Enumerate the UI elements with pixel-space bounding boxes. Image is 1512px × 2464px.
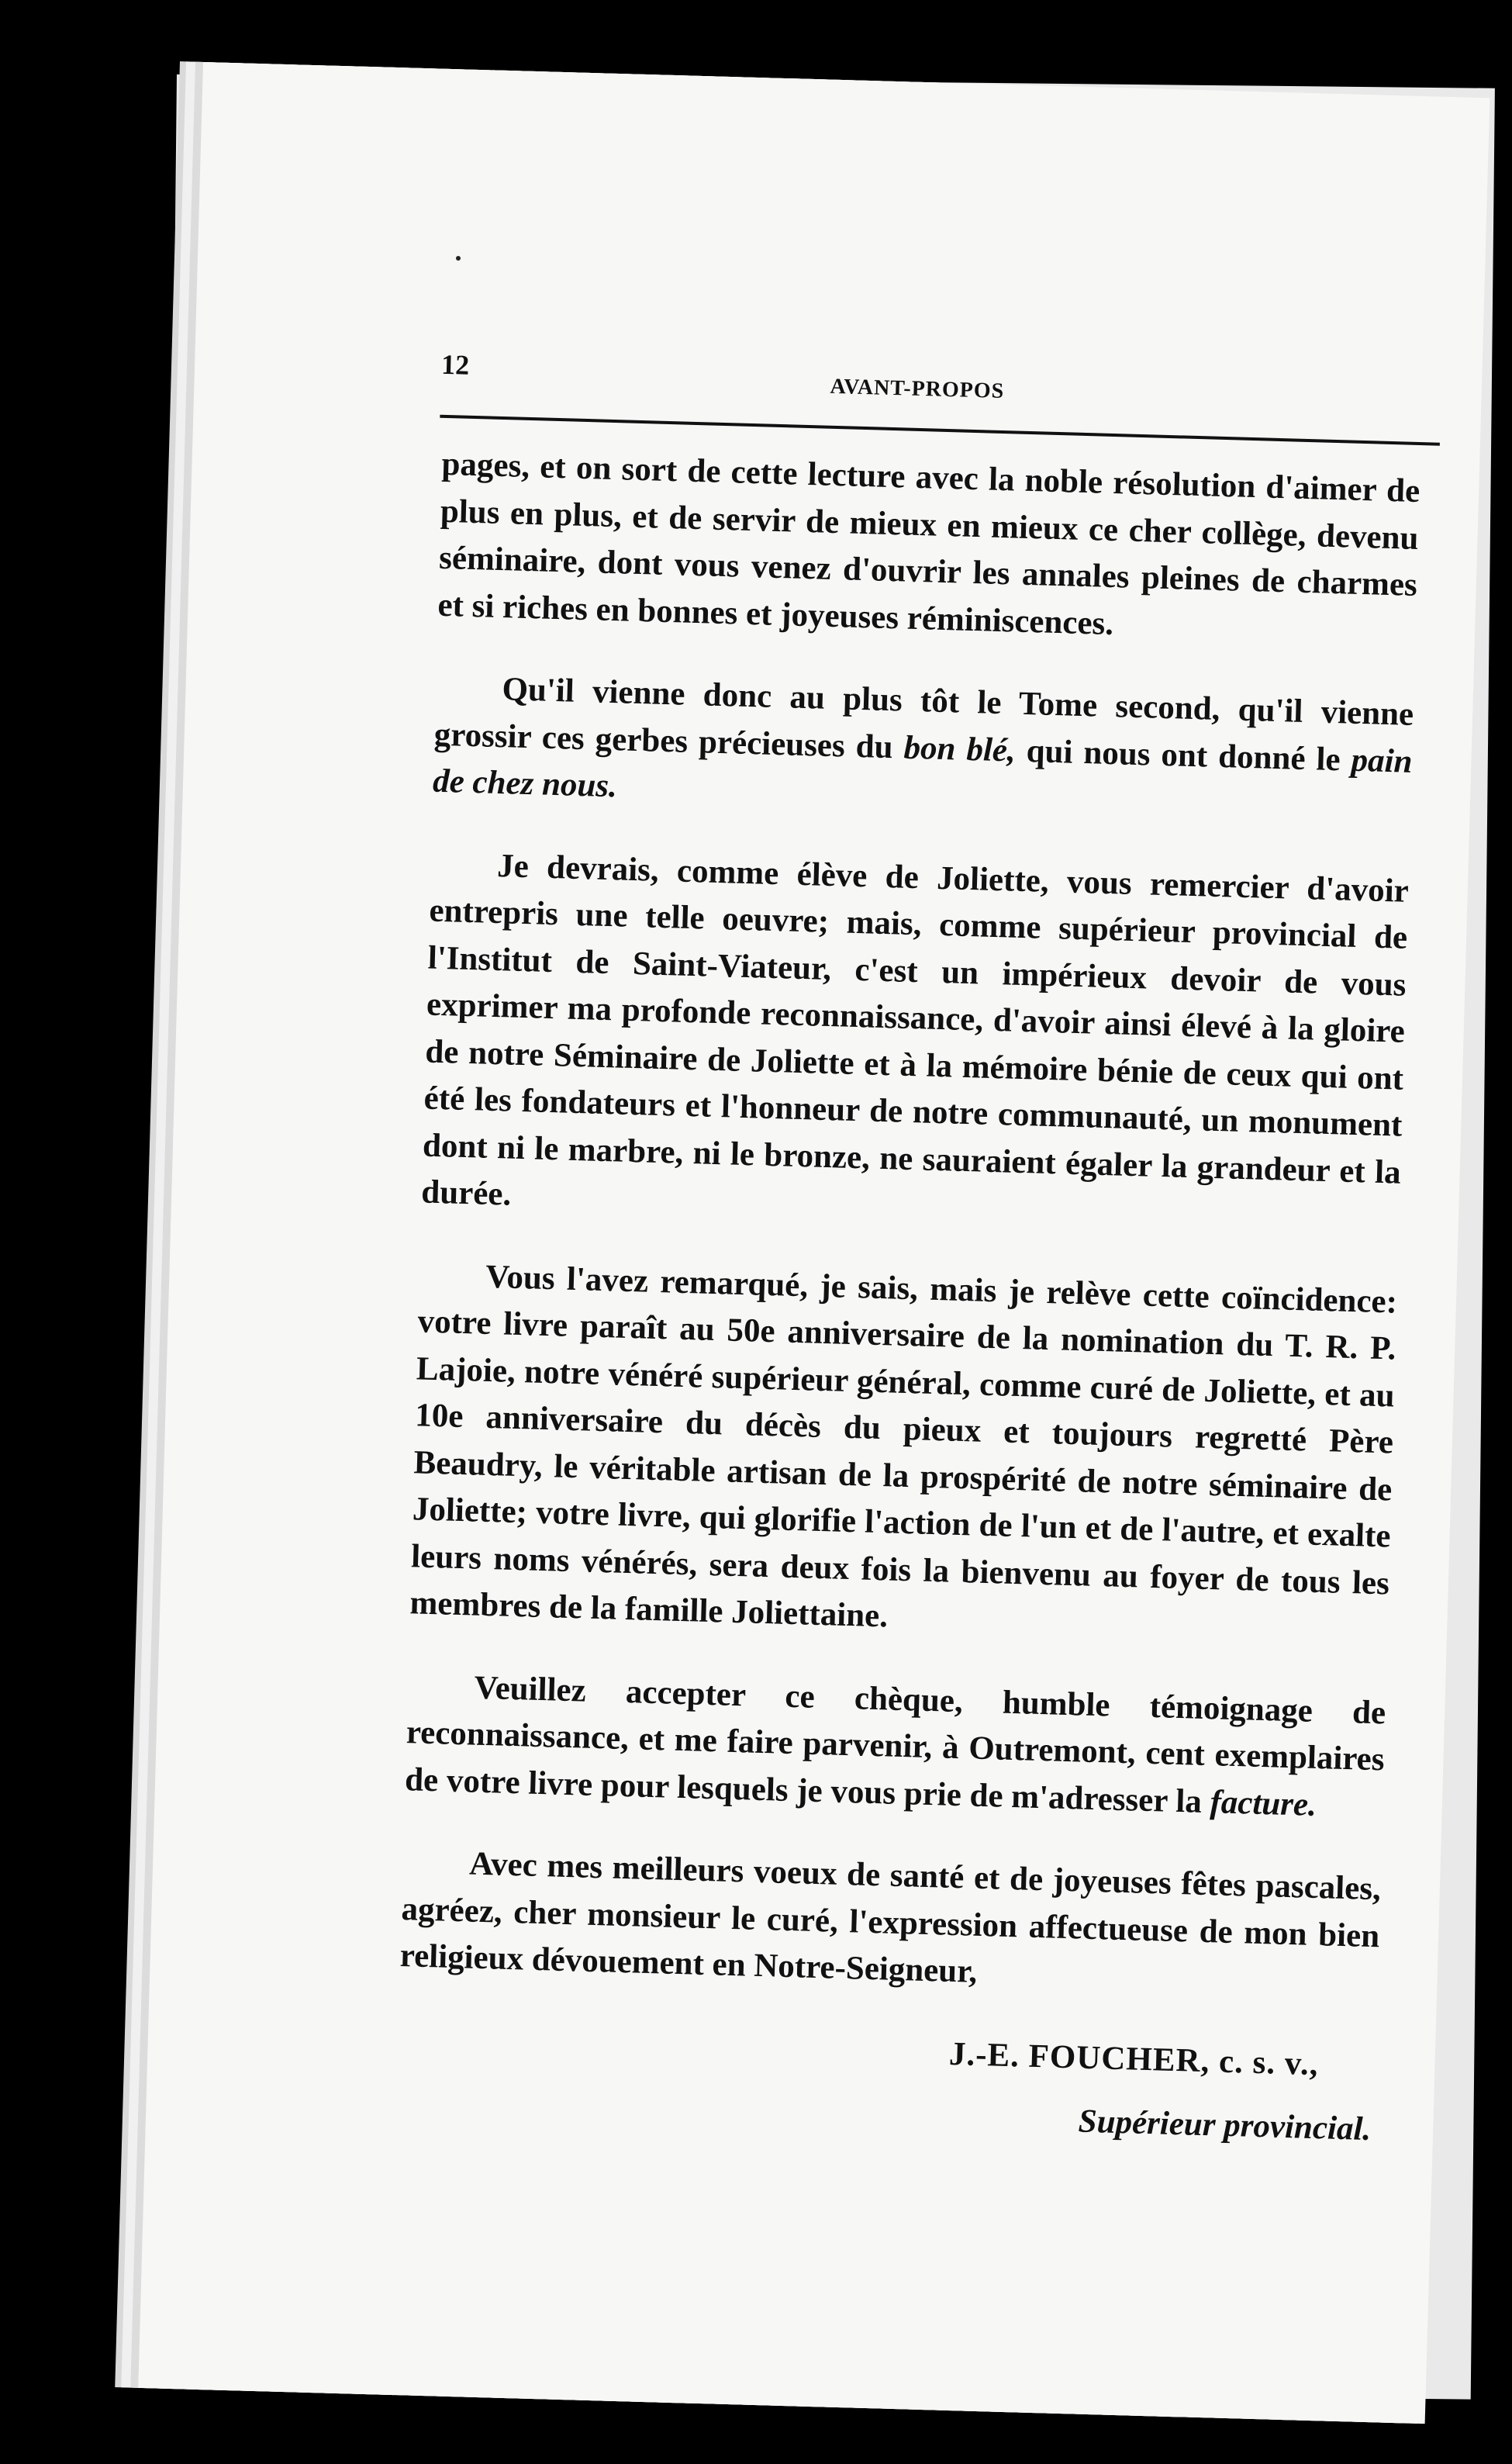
paragraph-3: Je devrais, comme élève de Joliette, vous remercier d'avoir entrepris une telle oeuvre; mais, comme supérieur provincial de l'Institut de Saint-Viateur, c'est un impérieux devoir de vous exprimer ma profonde reconnaissance, d'avoir ainsi élevé à la gloire de notre Séminaire de Joliette et à la mémoire bénie de ceux qui ont été les fondateurs et l'honneur de notre communauté, un monument dont ni le marbre, ni le bronze, ne sauraient égaler la grandeur et la durée. [420,847,1410,1213]
signature-name: J.-E. FOUCHER, c. s. v., [948,2035,1320,2082]
page-number: 12 [440,348,470,381]
paragraph-5 [404,1663,1386,1831]
page-header [440,348,1435,422]
paragraph-2-text-b: qui nous ont donné le [1015,732,1352,779]
paragraph-2-italic-b: pain de chez nous. [432,741,1414,805]
paragraph-5-italic: facture. [1209,1783,1317,1823]
paragraph-4: Vous l'avez remarqué, je sais, mais je relève cette coïncidence: votre livre paraît au 50e anniversaire de la nomination du T. R. P. Lajoie, notre vénéré supérieur général, comme curé de Joliette, et au 10e anniversaire du décès du pieux et toujours regretté Père Beaudry, le véritable artisan de la prospérité de notre séminaire de Joliette; votre livre, qui glorifie l'action de l'un et de l'autre, et exalte leurs noms vénérés, sera deux fois la bienvenu au foyer de tous les membres de la famille Joliettaine. [409,1258,1398,1635]
signature-title: Supérieur provincial. [1078,2103,1372,2148]
header-rule [440,415,1440,446]
page-content [399,348,1435,2148]
scan-speck [456,256,461,261]
body-text [395,441,1421,2154]
paragraph-5-text: Veuillez accepter ce chèque, humble témoignage de reconnaissance, et me faire parvenir, à Outremont, cent exemplaires de votre livre pour lesquels je vous prie de m'adresser la [404,1669,1386,1820]
paragraph-1: pages, et on sort de cette lecture avec la noble résolution d'aimer de plus en plus, et de servir de mieux en mieux ce cher collège, devenu séminaire, dont vous venez d'ouvrir les annales pleines de charmes et si riches en bonnes et joyeuses réminiscences. [437,445,1421,642]
paragraph-2 [432,665,1414,833]
running-head: AVANT-PROPOS [830,374,1005,404]
paragraph-6: Avec mes meilleurs voeux de santé et de joyeuses fêtes pascales, agréez, cher monsieur le curé, l'expression affectueuse de mon bien religieux dévouement en Notre-Seigneur, [399,1845,1382,1990]
book-page [138,62,1490,2424]
signature-block [395,2016,1377,2154]
paragraph-2-italic-a: bon blé, [903,729,1017,769]
paragraph-2-text-a: Qu'il vienne donc au plus tôt le Tome second, qu'il vienne grossir ces gerbes précieuses du [433,671,1414,766]
